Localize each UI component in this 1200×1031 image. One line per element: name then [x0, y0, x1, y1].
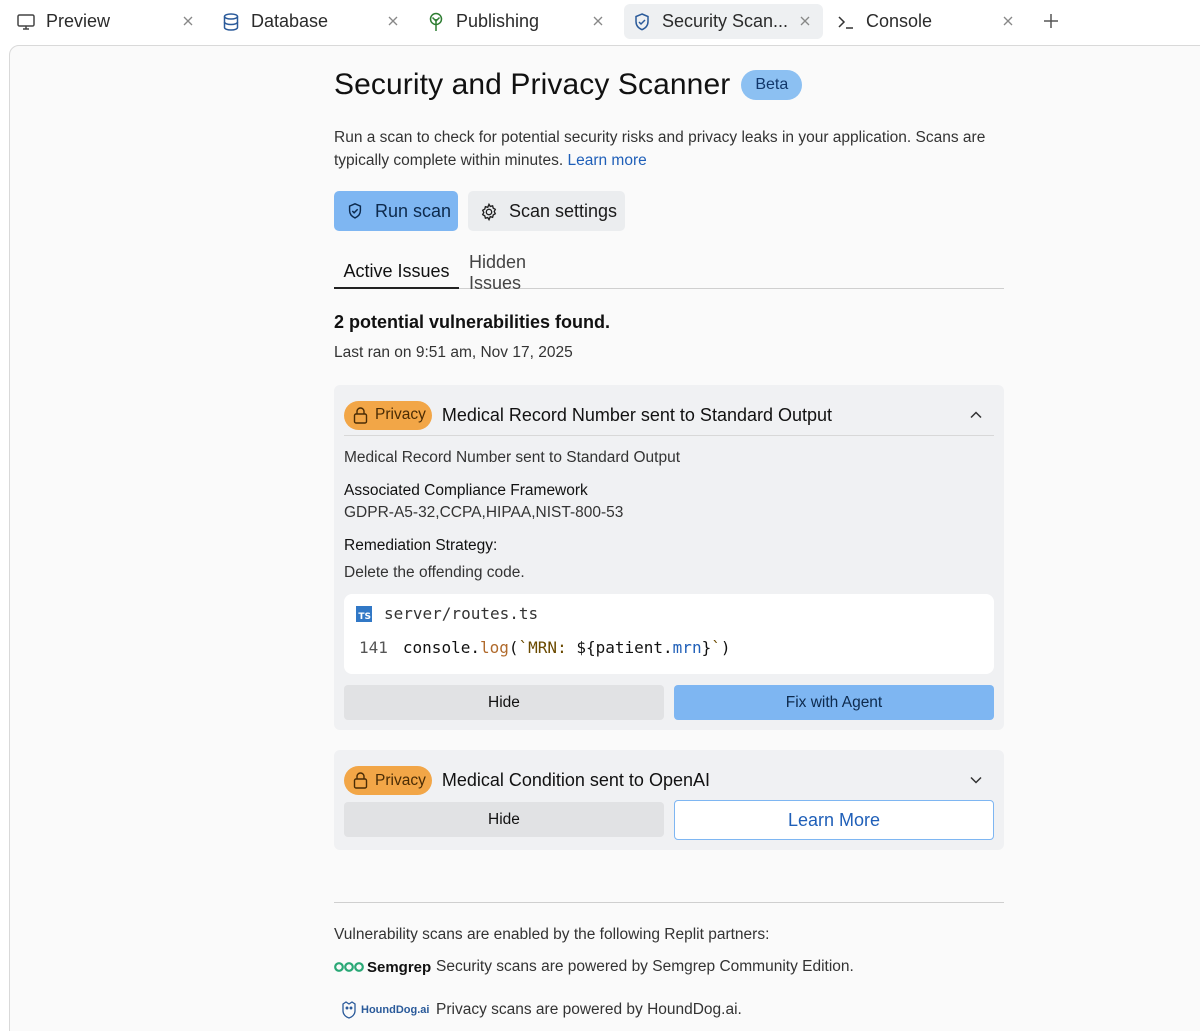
partner-hounddog [334, 1000, 742, 1020]
issue-card [334, 750, 1004, 850]
tab-security-scanner[interactable] [624, 4, 823, 39]
privacy-badge [344, 401, 432, 430]
code-line [359, 638, 731, 657]
add-tab-icon[interactable] [1040, 9, 1062, 33]
code-token: `MRN: [518, 638, 577, 657]
code-token: ) [720, 638, 731, 657]
privacy-badge [344, 766, 432, 795]
hounddog-text: Privacy scans are powered by HoundDog.ai. [436, 1001, 742, 1018]
terminal-icon [836, 12, 856, 32]
remediation-value: Delete the offending code. [344, 564, 525, 581]
partners-intro: Vulnerability scans are enabled by the following Replit partners: [334, 926, 770, 943]
code-token: console [402, 638, 471, 657]
issue-header[interactable] [344, 760, 994, 801]
issue-card [334, 385, 1004, 730]
page-description [334, 126, 994, 172]
tab-console[interactable] [836, 4, 1026, 39]
page-header [334, 68, 802, 102]
file-path[interactable]: server/routes.ts [384, 604, 539, 623]
lock-icon [353, 772, 368, 789]
description-text: Run a scan to check for potential security risks and privacy leaks in your application. Scans are typically complete within minutes. [334, 129, 986, 169]
tab-active-issues[interactable]: Active Issues [334, 256, 459, 289]
code-token: . [470, 638, 480, 657]
tab-label: Console [866, 11, 933, 31]
shield-icon [346, 202, 364, 220]
tab-label: Database [251, 11, 329, 31]
issue-title: Medical Condition sent to OpenAI [441, 770, 710, 790]
tab-preview[interactable] [16, 4, 206, 39]
tab-hidden-issues[interactable]: Hidden Issues [469, 251, 527, 293]
page-title: Security and Privacy Scanner [334, 68, 731, 101]
remediation-label: Remediation Strategy: [344, 537, 498, 554]
publishing-icon [426, 12, 446, 32]
partner-semgrep [334, 958, 854, 976]
gear-icon [480, 202, 498, 220]
shield-icon [632, 12, 652, 32]
line-number: 141 [359, 638, 388, 657]
issue-tabs [334, 251, 1004, 293]
badge-label: Privacy [375, 771, 426, 789]
code-snippet [344, 594, 994, 674]
code-token: ` [711, 638, 721, 657]
tab-bar [0, 0, 1200, 44]
framework-value: GDPR-A5-32,CCPA,HIPAA,NIST-800-53 [344, 504, 624, 521]
scan-settings-button[interactable] [468, 191, 625, 231]
lock-icon [353, 407, 368, 424]
footer-divider [334, 902, 1004, 903]
issue-description: Medical Record Number sent to Standard Output [344, 449, 681, 466]
code-token: mrn [672, 638, 702, 657]
scan-settings-label: Scan settings [509, 200, 618, 221]
run-scan-label: Run scan [375, 200, 452, 221]
close-icon[interactable] [1000, 13, 1016, 29]
tab-label: Security Scan... [662, 11, 789, 31]
learn-more-button[interactable]: Learn More [674, 800, 994, 840]
database-icon [221, 12, 241, 32]
code-token: patient [595, 638, 664, 657]
code-token: } [701, 638, 712, 657]
close-icon[interactable] [385, 13, 401, 29]
hounddog-logo [334, 1000, 436, 1020]
badge-label: Privacy [375, 406, 426, 423]
tab-publishing[interactable] [426, 4, 616, 39]
vulnerabilities-count: 2 potential vulnerabilities found. [334, 312, 611, 332]
hide-button[interactable]: Hide [344, 685, 664, 720]
code-file-header [356, 604, 538, 623]
code-token: . [663, 638, 673, 657]
close-icon[interactable] [590, 13, 606, 29]
semgrep-text: Security scans are powered by Semgrep Community Edition. [436, 958, 854, 975]
monitor-icon [16, 12, 36, 32]
last-ran-timestamp: Last ran on 9:51 am, Nov 17, 2025 [334, 344, 573, 361]
chevron-up-icon[interactable] [968, 407, 984, 423]
tab-label: Publishing [456, 11, 540, 31]
code-token: ( [508, 638, 519, 657]
run-scan-button[interactable] [334, 191, 458, 231]
close-icon[interactable] [180, 13, 196, 29]
code-token: ${ [576, 638, 596, 657]
semgrep-logo [334, 959, 436, 976]
chevron-down-icon[interactable] [968, 772, 984, 788]
issue-header[interactable] [344, 395, 994, 436]
framework-label: Associated Compliance Framework [344, 482, 588, 499]
semgrep-logo-text: Semgrep [367, 958, 432, 976]
tab-database[interactable] [221, 4, 411, 39]
hounddog-logo-icon [340, 1000, 358, 1020]
fix-with-agent-button[interactable]: Fix with Agent [674, 685, 994, 720]
semgrep-logo-icon [334, 961, 364, 973]
learn-more-link[interactable]: Learn more [567, 152, 647, 169]
issue-title: Medical Record Number sent to Standard Output [441, 404, 833, 425]
beta-badge: Beta [741, 70, 802, 100]
hide-button[interactable]: Hide [344, 802, 664, 837]
close-icon[interactable] [797, 13, 813, 29]
code-token: log [479, 638, 509, 657]
hounddog-logo-text: HoundDog.ai [361, 1004, 430, 1016]
tab-label: Preview [46, 11, 111, 31]
typescript-file-icon: TS [356, 606, 372, 622]
